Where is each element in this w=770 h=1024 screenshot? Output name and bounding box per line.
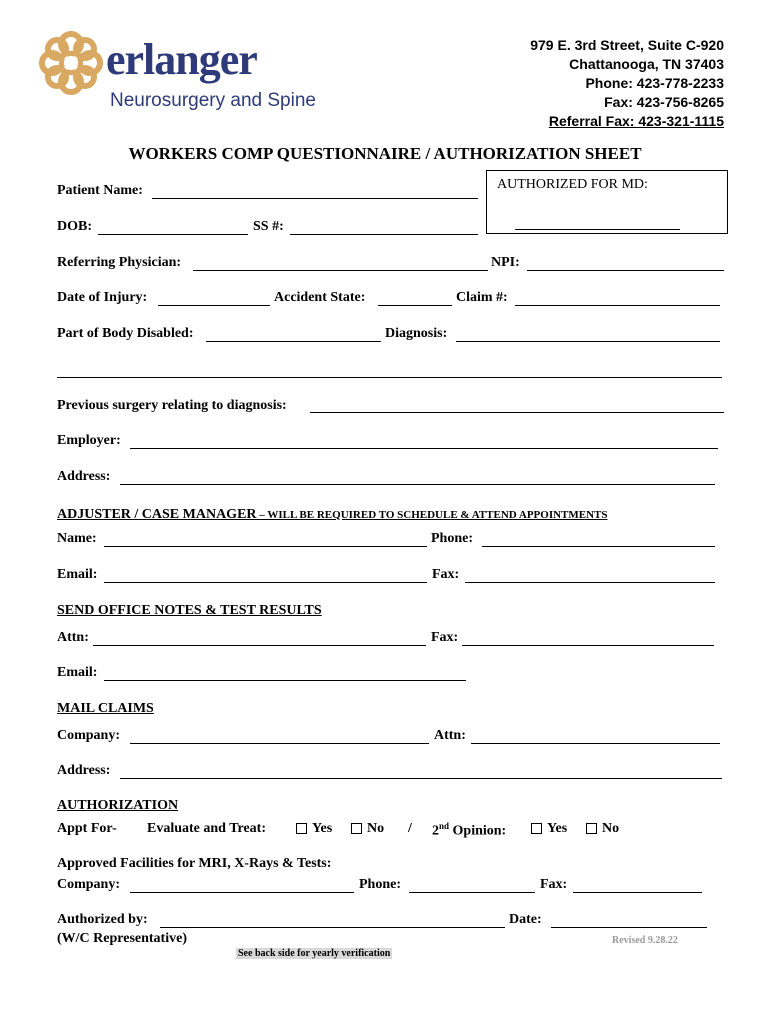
office-notes-heading: SEND OFFICE NOTES & TEST RESULTS <box>57 603 322 618</box>
adjuster-email-field[interactable] <box>104 582 427 583</box>
evaluate-yes-option[interactable] <box>296 821 332 837</box>
mail-claims-company-label: Company: <box>57 728 121 743</box>
address-line: Phone: 423-778-2233 <box>585 75 724 91</box>
employer-label: Employer: <box>57 433 121 448</box>
appt-for-label: Appt For- <box>57 821 117 836</box>
mail-claims-address-field[interactable] <box>120 778 722 779</box>
address-line: Chattanooga, TN 37403 <box>569 56 724 72</box>
form-title: WORKERS COMP QUESTIONNAIRE / AUTHORIZATION SHEET <box>128 144 642 163</box>
office-notes-attn-field[interactable] <box>93 645 426 646</box>
adjuster-fax-label: Fax: <box>432 567 460 582</box>
wc-representative-label: (W/C Representative) <box>57 931 187 946</box>
flower-logo-icon <box>38 30 104 96</box>
referral-fax: Referral Fax: 423-321-1115 <box>548 113 724 129</box>
dob-label: DOB: <box>57 219 92 234</box>
adjuster-fax-field[interactable] <box>465 582 715 583</box>
facility-company-field[interactable] <box>130 892 354 893</box>
employer-address-field[interactable] <box>120 484 715 485</box>
clinic-address <box>424 36 724 131</box>
adjuster-heading <box>57 505 608 523</box>
patient-name-label: Patient Name: <box>57 183 143 198</box>
second-opinion-no-checkbox[interactable] <box>586 823 597 834</box>
office-notes-fax-label: Fax: <box>431 630 459 645</box>
authorized-md-field[interactable] <box>515 229 680 230</box>
facility-fax-label: Fax: <box>540 877 568 892</box>
mail-claims-attn-label: Attn: <box>434 728 466 743</box>
previous-surgery-field[interactable] <box>310 412 724 413</box>
date-of-injury-label: Date of Injury: <box>57 290 148 305</box>
mail-claims-company-field[interactable] <box>130 743 429 744</box>
employer-field[interactable] <box>130 448 718 449</box>
mail-claims-attn-field[interactable] <box>471 743 720 744</box>
slash-separator: / <box>408 821 412 836</box>
facility-phone-field[interactable] <box>409 892 535 893</box>
office-notes-email-label: Email: <box>57 665 98 680</box>
second-opinion-yes-checkbox[interactable] <box>531 823 542 834</box>
authorized-by-field[interactable] <box>160 927 505 928</box>
previous-surgery-label: Previous surgery relating to diagnosis: <box>57 398 287 413</box>
evaluate-no-option[interactable] <box>351 821 384 837</box>
adjuster-name-label: Name: <box>57 531 97 546</box>
date-label: Date: <box>509 912 542 927</box>
office-notes-email-field[interactable] <box>104 680 466 681</box>
authorized-by-label: Authorized by: <box>57 912 148 927</box>
second-opinion-yes-option[interactable] <box>531 821 567 837</box>
adjuster-phone-label: Phone: <box>431 531 473 546</box>
part-of-body-field[interactable] <box>206 341 381 342</box>
second-opinion-text: Opinion: <box>449 823 507 839</box>
office-notes-attn-label: Attn: <box>57 630 89 645</box>
authorized-md-box <box>486 170 728 234</box>
npi-field[interactable] <box>527 270 724 271</box>
second-opinion-yes-label: Yes <box>547 821 568 836</box>
authorization-heading: AUTHORIZATION <box>57 798 179 813</box>
approved-facilities-label: Approved Facilities for MRI, X-Rays & Tests: <box>57 856 332 871</box>
claim-field[interactable] <box>515 305 720 306</box>
facility-fax-field[interactable] <box>573 892 702 893</box>
address-line: Fax: 423-756-8265 <box>604 94 724 110</box>
accident-state-label: Accident State: <box>274 290 366 305</box>
logo-name: erlanger <box>106 35 257 84</box>
evaluate-and-treat-label: Evaluate and Treat: <box>147 821 267 836</box>
diagnosis-field-continued[interactable] <box>57 377 722 378</box>
second-opinion-no-option[interactable] <box>586 821 619 837</box>
evaluate-yes-label: Yes <box>312 821 333 836</box>
logo-subtitle: Neurosurgery and Spine <box>110 90 316 111</box>
referring-physician-label: Referring Physician: <box>57 255 182 270</box>
diagnosis-field[interactable] <box>456 341 720 342</box>
patient-name-field[interactable] <box>152 198 478 199</box>
diagnosis-label: Diagnosis: <box>385 326 448 341</box>
adjuster-name-field[interactable] <box>104 546 427 547</box>
office-notes-fax-field[interactable] <box>462 645 714 646</box>
authorized-md-label: AUTHORIZED FOR MD: <box>497 177 648 192</box>
second-opinion-num: 2 <box>432 823 439 839</box>
evaluate-yes-checkbox[interactable] <box>296 823 307 834</box>
evaluate-no-checkbox[interactable] <box>351 823 362 834</box>
part-of-body-label: Part of Body Disabled: <box>57 326 194 341</box>
adjuster-phone-field[interactable] <box>482 546 715 547</box>
referring-physician-field[interactable] <box>193 270 488 271</box>
adjuster-heading-title: ADJUSTER / CASE MANAGER <box>57 507 257 522</box>
evaluate-no-label: No <box>367 821 385 836</box>
address-line: 979 E. 3rd Street, Suite C-920 <box>530 37 724 53</box>
facility-phone-label: Phone: <box>359 877 401 892</box>
npi-label: NPI: <box>491 255 520 270</box>
second-opinion-label <box>432 821 506 840</box>
ss-field[interactable] <box>290 234 478 235</box>
mail-claims-address-label: Address: <box>57 763 111 778</box>
claim-label: Claim #: <box>456 290 508 305</box>
see-back-note: See back side for yearly verification <box>238 948 391 959</box>
date-field[interactable] <box>551 927 707 928</box>
adjuster-email-label: Email: <box>57 567 98 582</box>
facility-company-label: Company: <box>57 877 121 892</box>
erlanger-logo <box>38 30 348 120</box>
date-of-injury-field[interactable] <box>158 305 270 306</box>
second-opinion-no-label: No <box>602 821 620 836</box>
dob-field[interactable] <box>98 234 248 235</box>
accident-state-field[interactable] <box>378 305 452 306</box>
employer-address-label: Address: <box>57 469 111 484</box>
adjuster-heading-note: – WILL BE REQUIRED TO SCHEDULE & ATTEND APPOINTMENTS <box>256 509 608 521</box>
mail-claims-heading: MAIL CLAIMS <box>57 701 154 716</box>
revised-date: Revised 9.28.22 <box>612 935 678 946</box>
second-opinion-sup: nd <box>439 821 450 831</box>
ss-label: SS #: <box>253 219 284 234</box>
